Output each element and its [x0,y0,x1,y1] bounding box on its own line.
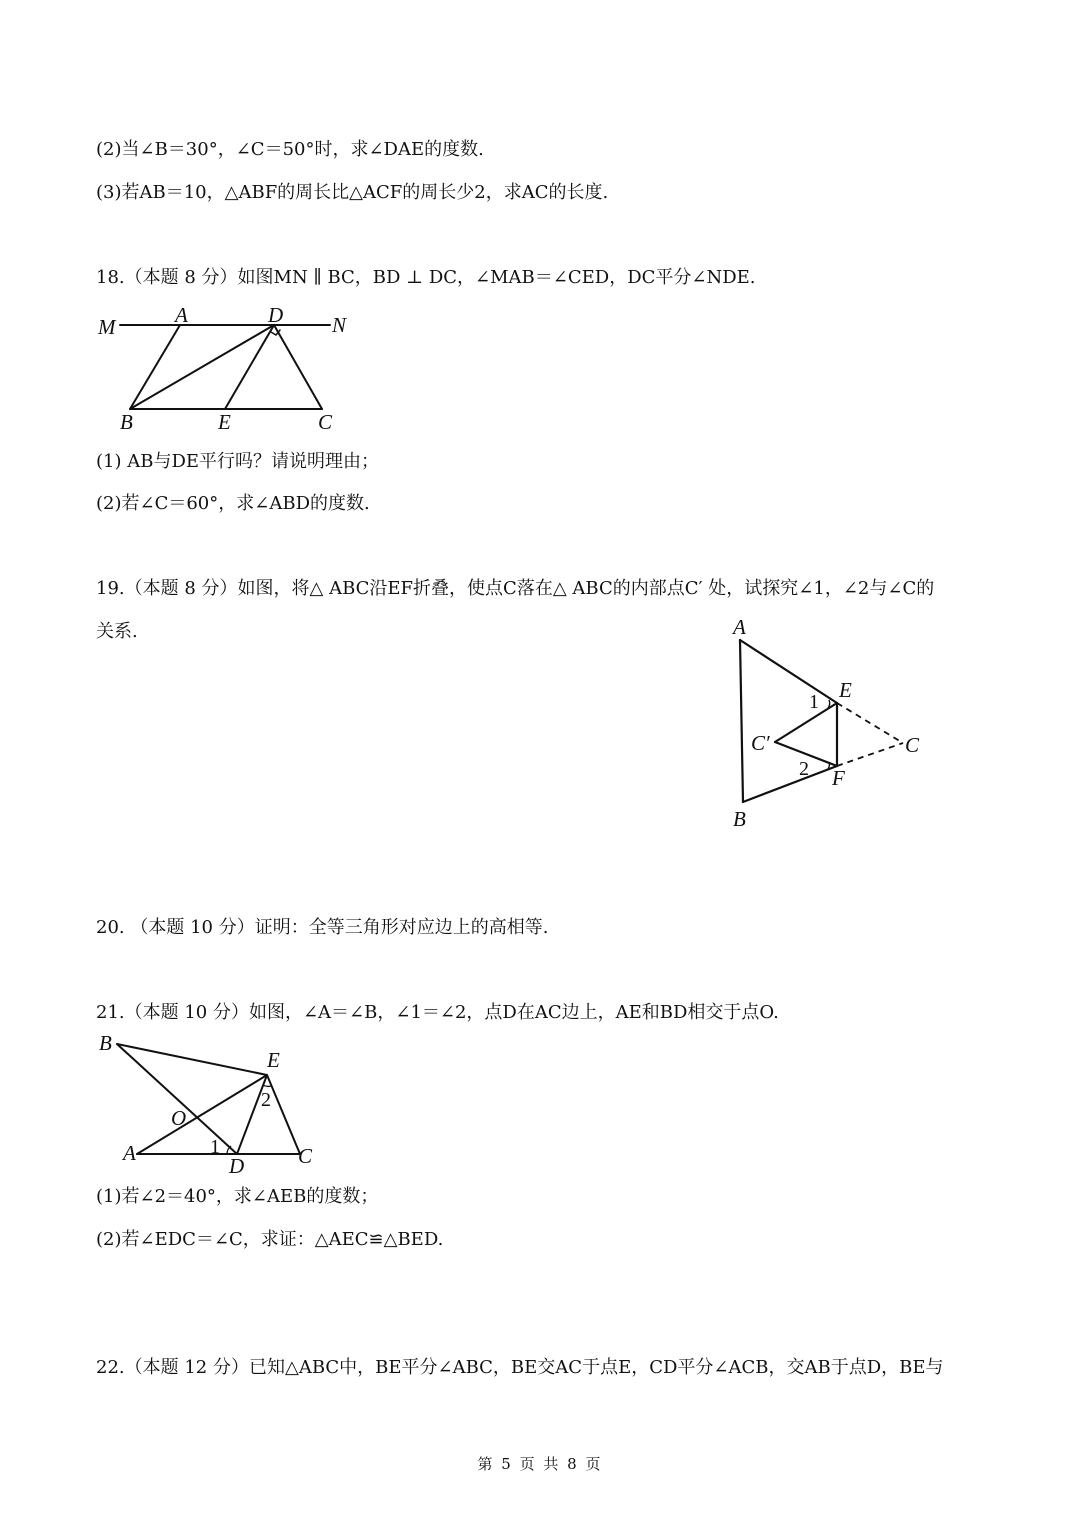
q18-label-e: E [218,410,231,434]
q19-stem: 19.（本题 8 分）如图，将△ ABC沿EF折叠，使点C落在△ ABC的内部点C′ 处，试探究∠1，∠2与∠C的 [96,578,935,599]
q18-part1: (1) AB与DE平行吗？请说明理由； [96,451,380,472]
q19-label-f: F [832,766,845,790]
page-footer: 第 5 页 共 8 页 [477,1455,603,1473]
q21-part1: (1)若∠2＝40°，求∠AEB的度数； [96,1186,379,1207]
q18-part2: (2)若∠C＝60°，求∠ABD的度数. [96,493,370,514]
q18-stem: 18.（本题 8 分）如图MN ∥ BC，BD ⊥ DC，∠MAB＝∠CED，DC平分∠NDE. [96,267,756,288]
q21-label-a: A [123,1141,136,1165]
q21-label-b: B [99,1031,112,1055]
q18-label-c: C [318,410,333,434]
q21-label-d: D [229,1154,245,1178]
q19-label-c-prime: C′ [751,731,770,755]
q18-label-m: M [98,315,116,339]
q19-label-b: B [733,807,746,831]
q17-part2: (2)当∠B＝30°，∠C＝50°时，求∠DAE的度数. [96,139,484,160]
q21-stem: 21.（本题 10 分）如图，∠A＝∠B，∠1＝∠2，点D在AC边上，AE和BD相交于点O. [96,1002,779,1023]
q20-stem: 20. （本题 10 分）证明：全等三角形对应边上的高相等. [96,917,549,938]
q18-label-d: D [268,303,284,327]
q21-label-e: E [267,1048,280,1072]
q21-label-angle-2: 2 [261,1089,271,1111]
q21-label-o: O [171,1106,187,1130]
q19-label-angle-2: 2 [799,758,809,780]
q21-part2: (2)若∠EDC＝∠C，求证：△AEC≌△BED. [96,1229,444,1250]
q18-label-n: N [332,313,347,337]
q21-label-angle-1: 1 [210,1136,220,1158]
q19-label-c: C [905,733,920,757]
q19-label-e: E [839,678,852,702]
q21-figure [95,1030,325,1178]
q18-figure [95,303,365,438]
q22-stem: 22.（本题 12 分）已知△ABC中，BE平分∠ABC，BE交AC于点E，CD平分∠ACB，交AB于点D，BE与 [96,1357,944,1378]
q21-label-c: C [298,1144,313,1168]
q19-label-a: A [733,615,746,639]
q19-stem-continued: 关系. [96,621,138,642]
q19-figure [725,612,960,837]
q18-label-b: B [120,410,133,434]
q19-label-angle-1: 1 [809,691,819,713]
q18-label-a: A [175,303,188,327]
q17-part3: (3)若AB＝10，△ABF的周长比△ACF的周长少2，求AC的长度. [96,182,609,203]
